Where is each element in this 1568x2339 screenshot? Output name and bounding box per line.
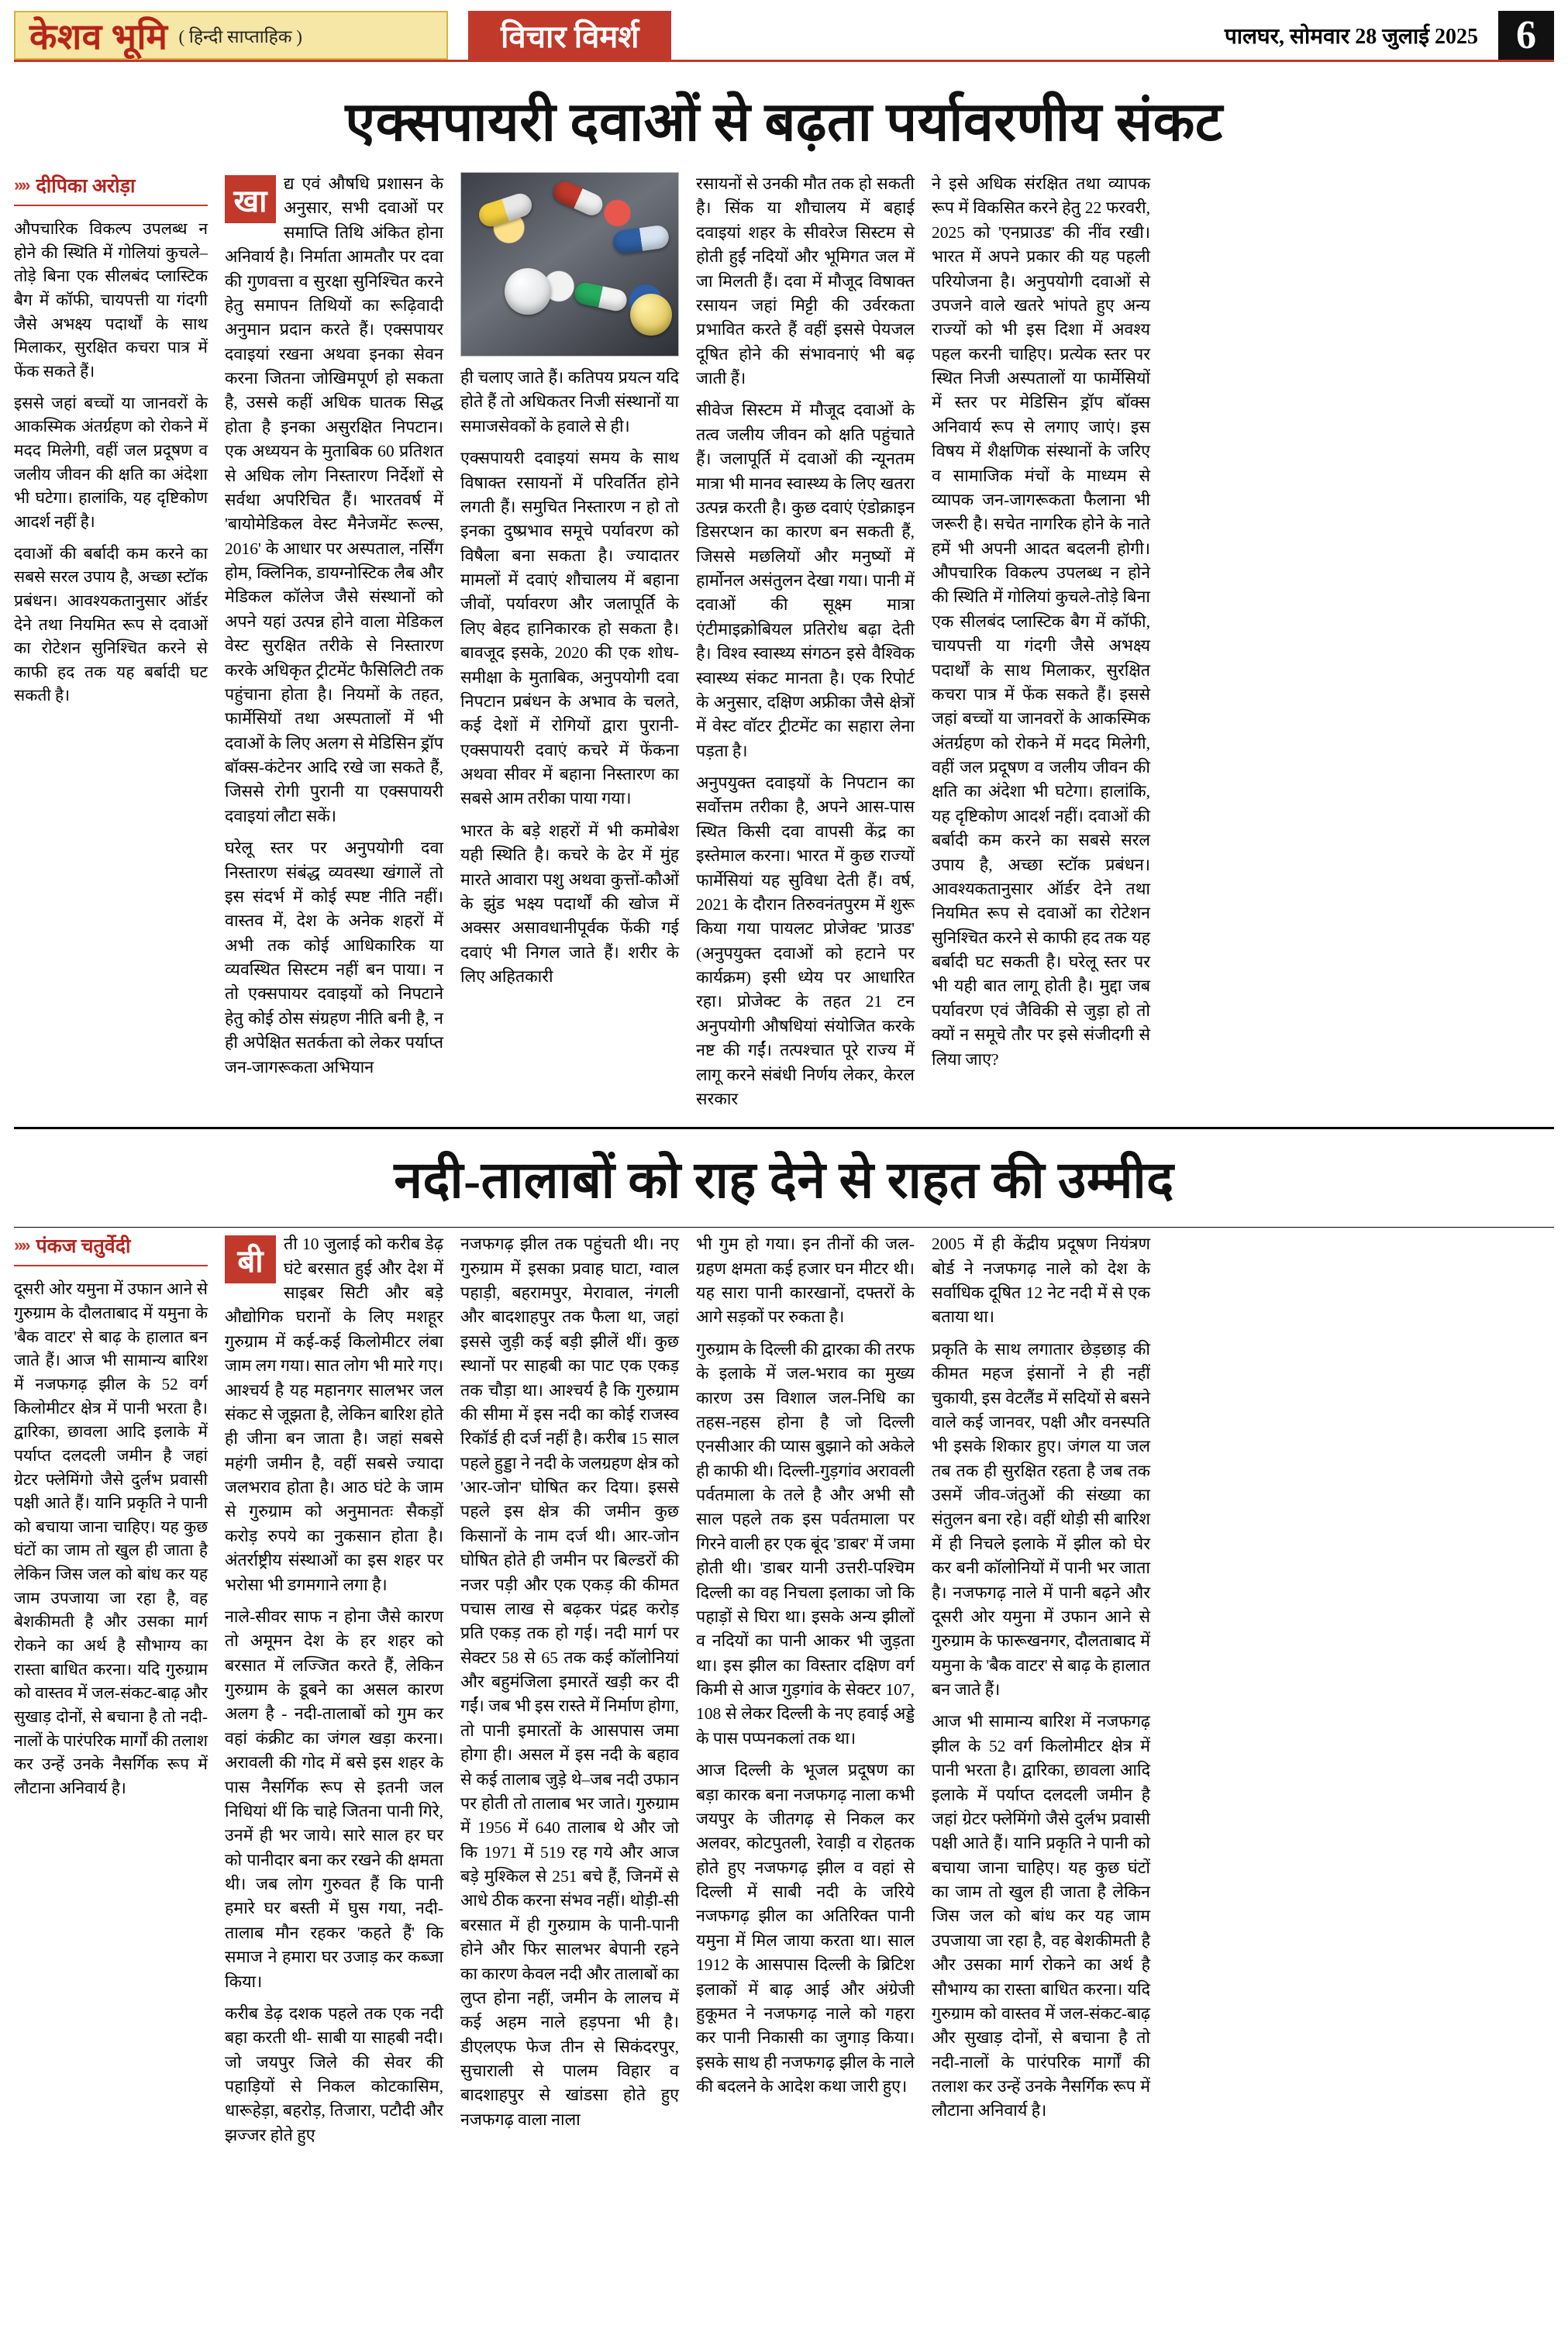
dateline: पालघर, सोमवार 28 जुलाई 2025: [1224, 24, 1478, 49]
paragraph: ती 10 जुलाई को करीब डेढ़ घंटे बरसात हुई और देश में साइबर सिटी और बड़े औद्योगिक घरानों के लिए मशहूर गुरुग्राम में कई-कई किलोमीटर लंबा जाम लग गया। सात लोग भी मारे गए। आश्चर्य है यह महानगर सालभर जल संकट से जूझता है, लेकिन बारिश होते ही जीना बन जाता है। जहां सबसे महंगी जमीन है, वहीं सबसे ज्यादा जलभराव होता है। आठ घंटे के जाम से गुरुग्राम को अनुमानतः सैकड़ों करोड़ रुपये का नुकसान होता है। अंतर्राष्ट्रीय संस्थाओं का इस शहर पर भरोसा भी डगमगाने लगा है।: [225, 1235, 443, 1594]
paragraph: दवाओं की बर्बादी कम करने का सबसे सरल उपाय है, अच्छा स्टॉक प्रबंधन। आवश्यकतानुसार ऑर्डर देने तथा नियमित रूप से दवाओं का रोटेशन सुनिश्चित करने से काफी हद तक यह बर्बादी घट सकती है।: [14, 543, 208, 705]
byline-article-2: [14, 1232, 208, 1266]
newspaper-subtitle: ( हिन्दी साप्ताहिक ): [178, 26, 302, 47]
pill-round: [505, 268, 551, 315]
dropcap: बी: [225, 1235, 276, 1283]
article-1-headline: एक्सपायरी दवाओं से बढ़ता पर्यावरणीय संकट: [345, 93, 1223, 153]
dateline-area: [671, 11, 1498, 60]
paragraph: औपचारिक विकल्प उपलब्ध न होने की स्थिति में गोलियां कुचले–तोड़े बिना एक सीलबंद प्लास्टिक बैग में कॉफी, चायपत्ती या गंदगी जैसे अभक्ष्य पदार्थों के साथ मिलाकर, सुरक्षित कचरा पात्र में फेंक सकते हैं।: [14, 219, 208, 381]
article-2-headline: नदी-तालाबों को राह देने से राहत की उम्मीद: [394, 1152, 1174, 1210]
paragraph: 2005 में ही केंद्रीय प्रदूषण नियंत्रण बोर्ड ने नजफगढ़ नाले को देश के सर्वाधिक दूषित 12 नेट नदी में से एक बताया था।: [932, 1235, 1150, 1327]
pill-capsule: [612, 224, 670, 255]
paragraph: भारत के बड़े शहरों में भी कमोबेश यही स्थिति है। कचरे के ढेर में मुंह मारते आवारा पशु अथवा कुत्तों-कौओं के झुंड भक्ष्य पदार्थों की खोज में अक्सर असावधानीपूर्वक फेंकी गई दवाएं भी निगल जाते हैं। शरीर के लिए अहितकारी: [460, 821, 679, 986]
article-1-body: [14, 172, 1554, 1119]
pill-capsule: [550, 178, 606, 219]
pill-round: [630, 294, 672, 336]
paragraph: घरेलू स्तर पर अनुपयोगी दवा निस्तारण संबंद्ध व्यवस्था खंगालें तो इस संदर्भ में कोई स्पष्ट नीति नहीं। वास्तव में, देश के अनेक शहरों में अभी तक कोई आधिकारिक या व्यवस्थित सिस्टम नहीं बन पाया। न तो एक्सपायर दवाइयों को निपटाने हेतु कोई ठोस संग्रहण नीति बनी है, न ही अपेक्षित सतर्कता को लेकर पर्याप्त जन-जागरूकता अभियान: [225, 839, 443, 1076]
author-name: दीपिका अरोड़ा: [36, 176, 136, 197]
article-2-col-3: [696, 1232, 915, 2155]
newspaper-logo: केशव भूमि: [29, 16, 168, 57]
article-2-body: [14, 1232, 1554, 2155]
paragraph: अनुपयुक्त दवाइयों के निपटान का सर्वोत्तम तरीका है, अपने आस-पास स्थित किसी दवा वापसी केंद्र का इस्तेमाल करना। भारत में कुछ राज्यों फार्मेसियां यह सुविधा देती हैं। वर्ष, 2021 के दौरान तिरुवनंतपुरम में शुरू किया गया पायलट प्रोजेक्ट 'प्राउड' (अनुपयुक्त दवाओं को हटाने पर कार्यक्रम) इसी ध्येय पर आधारित रहा। प्रोजेक्ट के तहत 21 टन अनुपयोगी औषधियां संयोजित करके नष्ट की गईं। तत्पश्चात पूरे राज्य में लागू करने संबंधी निर्णय लेकर, केरल सरकार: [696, 773, 915, 1108]
paragraph: आज भी सामान्य बारिश में नजफगढ़ झील के 52 वर्ग किलोमीटर क्षेत्र में पानी भरता है। द्वारिका, छावला आदि इलाके में पर्याप्त दलदली जमीन है जहां ग्रेटर फ्लेमिंगो जैसे दुर्लभ प्रवासी पक्षी आते हैं। यानि प्रकृति ने पानी को बचाया जाना चाहिए। यह कुछ घंटों का जाम तो खुल ही जाता है लेकिन जिस जल को बांध कर यह जाम उपजाया जा रहा है, वह बेशकीमती है और उसका मार्ग रोकने का अर्थ है सौभाग्य का रास्ता बाधित करना। यदि गुरुग्राम को वास्तव में जल-संकट-बाढ़ और सुखाड़ दोनों, से बचाना है तो नदी-नालों के पारंपरिक मार्गों की तलाश कर उन्हें उनके नैसर्गिक रूप में लौटाना अनिवार्य है।: [932, 1712, 1150, 2120]
masthead-brand: [14, 11, 448, 60]
section-divider: [14, 1127, 1554, 1129]
article-1-sidebar: [14, 172, 208, 1119]
paragraph: द्य एवं औषधि प्रशासन के अनुसार, सभी दवाओं पर समाप्ति तिथि अंकित होना अनिवार्य है। निर्माता आमतौर पर दवा की गुणवत्ता व सुरक्षा सुनिश्चित करने हेतु समापन तिथियों का रूढ़िवादी अनुमान प्रदान करते हैं। एक्सपायर दवाइयां रखना अथवा इनका सेवन करना जितना जोखिमपूर्ण हो सकता है, उससे कहीं अधिक घातक सिद्ध होता है इनका असुरक्षित निपटान। एक अध्ययन के मुताबिक 60 प्रतिशत से अधिक लोग निस्तारण निर्देशों से सर्वथा अपरिचित हैं। भारतवर्ष में 'बायोमेडिकल वेस्ट मैनेजमेंट रूल्स, 2016' के आधार पर अस्पताल, नर्सिंग होम, क्लिनिक, डायग्नोस्टिक लैब और मेडिकल कॉलेज जैसे संस्थानों को अपने यहां उत्पन्न होने वाला मेडिकल वेस्ट सुरक्षित तरीके से निस्तारण करके अधिकृत ट्रीटमेंट फैसिलिटी तक पहुंचाना होता है। नियमों के तहत, फार्मेसियों तथा अस्पतालों में भी दवाओं के लिए अलग से मेडिसिन ड्रॉप बॉक्स-कंटेनर आदि रखे जा सकते हैं, जिससे रोगी पुरानी या एक्सपायरी दवाइयां लौटा सकें।: [225, 174, 443, 825]
paragraph: सीवेज सिस्टम में मौजूद दवाओं के तत्व जलीय जीवन को क्षति पहुंचाते हैं। जलापूर्ति में दवाओं की न्यूनतम मात्रा भी मानव स्वास्थ्य के लिए खतरा उत्पन्न करती है। कुछ दवाएं एंडोक्राइन डिसरप्शन का कारण बन सकती हैं, जिससे मछलियों और मनुष्यों में हार्मोनल असंतुलन देखा गया। पानी में दवाओं की सूक्ष्म मात्रा एंटीमाइक्रोबियल प्रतिरोध बढ़ा देती है। विश्व स्वास्थ्य संगठन इसे वैश्विक स्वास्थ्य संकट मानता है। एक रिपोर्ट के अनुसार, दक्षिण अफ्रीका जैसे क्षेत्रों में वेस्ट वॉटर ट्रीटमेंट का सहारा लेना पड़ता है।: [696, 401, 915, 760]
chevron-right-icon: »»: [14, 1235, 29, 1256]
article-2-col-1: [225, 1232, 443, 2155]
byline-article-1: [14, 172, 208, 206]
article-1-col-3: [696, 172, 915, 1119]
article-1-col-2: [460, 172, 679, 1119]
masthead: [14, 11, 1554, 62]
paragraph: आज दिल्ली के भूजल प्रदूषण का बड़ा कारक बना नजफगढ़ नाला कभी जयपुर के जीतगढ़ से निकल कर अलवर, कोटपुतली, रेवाड़ी व रोहतक होते हुए नजफगढ़ झील व वहां से दिल्ली में साबी नदी के जरिये नजफगढ़ झील का अतिरिक्त पानी यमुना में मिल जाया करता था। साल 1912 के आसपास दिल्ली के ब्रिटिश इलाकों में बाढ़ आई और अंग्रेजी हुकूमत ने नजफगढ़ नाले को गहरा कर पानी निकासी का जुगाड़ किया। इसके साथ ही नजफगढ़ झील के नाले की बदलने के आदेश कथा जारी हुए।: [696, 1761, 915, 2096]
article-1-col-1: [225, 172, 443, 1119]
pill-capsule: [476, 191, 535, 229]
paragraph: गुरुग्राम के दिल्ली की द्वारका की तरफ के इलाके में जल-भराव का मुख्य कारण उस विशाल जल-निधि का तहस-नहस होना है जो दिल्ली एनसीआर की प्यास बुझाने को अकेले ही काफी थी। दिल्ली-गुड़गांव अरावली पर्वतमाला के तले है और अभी सौ साल पहले तक इस पर्वतमाला पर गिरने वाली हर एक बूंद 'डाबर' में जमा होती थी। 'डाबर यानी उत्तरी-पश्चिम दिल्ली का वह निचला इलाका जो कि पहाड़ों से घिरा था। इसके अन्य झीलों व नदियों का पानी आकर भी जुड़ता था। इस झील का विस्तार दक्षिण वर्ग किमी से आज गुड़गांव के सेक्टर 107, 108 से लेकर दिल्ली के नए हवाई अड्डे के पास पप्पनकलां तक था।: [696, 1339, 915, 1748]
paragraph: एक्सपायरी दवाइयां समय के साथ विषाक्त रसायनों में परिवर्तित होने लगती हैं। समुचित निस्तारण न हो तो इनका दुष्प्रभाव समूचे पर्यावरण को विषैला बना सकता है। ज्यादातर मामलों में दवाएं शौचालय में बहाना जीवों, पर्यावरण और जलापूर्ति के लिए बेहद हानिकारक हो सकता है। बावजूद इसके, 2020 की एक शोध-समीक्षा के मुताबिक, अनुपयोगी दवा निपटान प्रबंधन के अभाव के चलते, कई देशों में रोगियों द्वारा पुरानी-एक्सपायरी दवाएं कचरे में फेंकना अथवा सीवर में बहाना निस्तारण का सबसे आम तरीका पाया गया।: [460, 449, 679, 808]
dropcap: खा: [225, 175, 276, 223]
author-name: पंकज चतुर्वेदी: [36, 1236, 131, 1258]
article-photo-pills: [460, 172, 679, 357]
paragraph: ने इसे अधिक संरक्षित तथा व्यापक रूप में विकसित करने हेतु 22 फरवरी, 2025 को 'एनप्राउड' की नींव रखी। भारत में अपने प्रकार की यह पहली परियोजना है। अनुपयोगी दवाओं से उपजने वाले खतरे भांपते हुए अन्य राज्यों को भी इस दिशा में अवश्य पहल करनी चाहिए। प्रत्येक स्तर पर स्थित निजी अस्पतालों या फार्मेसियों में स्तर पर मेडिसिन ड्रॉप बॉक्स अनिवार्य रूप से लगाए जाएं। इस विषय में शैक्षणिक संस्थानों के जरिए व सामाजिक मंचों के माध्यम से व्यापक जन-जागरूकता फैलाना भी जरूरी है। सचेत नागरिक होने के नाते हमें भी अपनी आदत बदलनी होगी। औपचारिक विकल्प उपलब्ध न होने की स्थिति में गोलियां कुचले-तोड़े बिना एक सीलबंद प्लास्टिक बैग में कॉफी, चायपत्ती या गंदगी जैसे अभक्ष्य पदार्थों के साथ मिलाकर, सुरक्षित कचरा पात्र में फेंक सकते हैं। इससे जहां बच्चों या जानवरों के आकस्मिक अंतर्ग्रहण को रोकने में मदद मिलेगी, वहीं जल प्रदूषण व जलीय जीवन की क्षति का अंदेशा भी घटेगा। हालांकि, यह दृष्टिकोण आदर्श नहीं। दवाओं की बर्बादी कम करने का सबसे सरल उपाय है, अच्छा स्टॉक प्रबंधन। आवश्यकतानुसार ऑर्डर देने तथा नियमित रूप से दवाओं का रोटेशन सुनिश्चित करने से काफी हद तक यह बर्बादी घट सकती है। घरेलू स्तर पर भी यही बात लागू होती है। मुद्दा जब पर्यावरण एवं जैविकी से जुड़ा हो तो क्यों न समूचे तौर पर इसे संजीदगी से लिया जाए?: [932, 174, 1150, 1069]
paragraph: करीब डेढ़ दशक पहले तक एक नदी बहा करती थी- साबी या साहबी नदी। जो जयपुर जिले की सेवर की पहाड़ियों से निकल कोटकासिम, धारूहेड़ा, बहरोड़, तिजारा, पटौदी और झज्जर होते हुए: [225, 2003, 443, 2144]
section-label: विचार विमर्श: [501, 19, 639, 54]
article-1-col-4: [932, 172, 1150, 1119]
page-number: 6: [1498, 11, 1554, 60]
article-2-col-4: [932, 1232, 1150, 2155]
article-2-col-2: [460, 1232, 679, 2155]
headline-underline: [14, 1227, 1554, 1228]
paragraph: इससे जहां बच्चों या जानवरों के आकस्मिक अंतर्ग्रहण को रोकने में मदद मिलेगी, वहीं जल प्रदूषण व जलीय जीवन की क्षति का अंदेशा भी घटेगा। हालांकि, यह दृष्टिकोण आदर्श नहीं है।: [14, 393, 208, 531]
paragraph: नाले-सीवर साफ न होना जैसे कारण तो अमूमन देश के हर शहर को बरसात में लज्जित करते हैं, लेकिन गुरुग्राम के डूबने का असल कारण अलग है - नदी-तालाबों को गुम कर वहां कंक्रीट का जंगल खड़ा करना। अरावली की गोद में बसे इस शहर के पास नैसर्गिक रूप से इतनी जल निधियां थीं कि चाहे जितना पानी गिरे, उनमें ही भर जाये। सारे साल हर घर को पानीदार बना कर रखने की क्षमता थी। जब लोग गुरुवत हैं कि पानी हमारे घर बस्ती में घुस गया, नदी-तालाब मौन रहकर 'कहते हैं' कि समाज ने हमारा घर उजाड़ कर कब्जा किया।: [225, 1607, 443, 1991]
paragraph: ही चलाए जाते हैं। कतिपय प्रयत्न यदि होते हैं तो अधिकतर निजी संस्थानों या समाजसेवकों के हवाले से ही।: [460, 368, 679, 436]
pill-capsule: [572, 281, 628, 314]
section-banner: [468, 11, 671, 60]
article-2-sidebar: [14, 1232, 208, 2155]
paragraph: भी गुम हो गया। इन तीनों की जल-ग्रहण क्षमता कई हजार घन मीटर थी। यह सारा पानी कारखानों, दफ्तरों के आगे सड़कों पर रुकता है।: [696, 1235, 915, 1327]
paragraph: दूसरी ओर यमुना में उफान आने से गुरुग्राम के दौलताबाद में यमुना के 'बैक वाटर' से बाढ़ के हालात बन जाते हैं। आज भी सामान्य बारिश में नजफगढ़ झील के 52 वर्ग किलोमीटर क्षेत्र में पानी भरता है। द्वारिका, छावला आदि इलाके में पर्याप्त दलदली जमीन है जहां ग्रेटर फ्लेमिंगो जैसे दुर्लभ प्रवासी पक्षी आते हैं। यानि प्रकृति ने पानी को बचाया जाना चाहिए। यह कुछ घंटों का जाम तो खुल ही जाता है लेकिन जिस जल को बांध कर यह जाम उपजाया जा रहा है, वह बेशकीमती है और उसका मार्ग रोकने का अर्थ है सौभाग्य का रास्ता बाधित करना। यदि गुरुग्राम को वास्तव में जल-संकट-बाढ़ और सुखाड़ दोनों, से बचाना है तो नदी-नालों के पारंपरिक मार्गों की तलाश कर उन्हें उनके नैसर्गिक रूप में लौटाना अनिवार्य है।: [14, 1280, 208, 1798]
paragraph: प्रकृति के साथ लगातार छेड़छाड़ की कीमत महज इंसानों ने ही नहीं चुकायी, इस वेटलैंड में सदियों से बसने वाले कई जानवर, पक्षी और वनस्पति भी इसके शिकार हुए। जंगल या जल तब तक ही सुरक्षित रहता है जब तक उसमें जीव-जंतुओं की संख्या का संतुलन बना रहे। वहीं थोड़ी सी बारिश में ही निचले इलाके में झील को घेर कर बनी कॉलोनियों में पानी भर जाता है। नजफगढ़ नाले में पानी बढ़ने और दूसरी ओर यमुना में उफान आने से गुरुग्राम के फारूखनगर, दौलताबाद में यमुना के 'बैक वाटर' से बाढ़ के हालात बन जाते हैं।: [932, 1339, 1150, 1699]
paragraph: रसायनों से उनकी मौत तक हो सकती है। सिंक या शौचालय में बहाई दवाइयां शहर के सीवरेज सिस्टम से होती हुईं नदियों और भूमिगत जल में जा मिलती हैं। दवा में मौजूद विषाक्त रसायन जहां मिट्टी की उर्वरकता प्रभावित करते हैं वहीं इससे पेयजल दूषित होने की संभावनाएं भी बढ़ जाती हैं।: [696, 174, 915, 388]
chevron-right-icon: »»: [14, 175, 29, 195]
paragraph: नजफगढ़ झील तक पहुंचती थी। नए गुरुग्राम में इसका प्रवाह घाटा, ग्वाल पहाड़ी, बहरामपुर, मेरावाल, नंगली और बादशाहपुर तक फैला था, जहां इससे जुड़ी कई बड़ी झीलें थीं। कुछ स्थानों पर साहबी का पाट एक एकड़ तक चौड़ा था। आश्चर्य है कि गुरुग्राम की सीमा में इस नदी का कोई राजस्व रिकॉर्ड ही दर्ज नहीं है। करीब 15 साल पहले हुड्डा ने नदी के जलग्रहण क्षेत्र को 'आर-जोन' घोषित कर दिया। इससे पहले इस क्षेत्र की जमीन कुछ किसानों के नाम दर्ज थी। आर-जोन घोषित होते ही जमीन पर बिल्डरों की नजर पड़ी और एक एकड़ की कीमत पचास लाख से बढ़कर पंद्रह करोड़ प्रति एकड़ तक हो गई। नदी मार्ग पर सेक्टर 58 से 65 तक कई कॉलोनियां और बहुमंजिला इमारतें खड़ी कर दी गईं। जब भी इस रास्ते में निर्माण होगा, तो पानी इमारतों के आसपास जमा होगा ही। असल में इस नदी के बहाव से कई तालाब जुड़े थे–जब नदी उफान पर होती तो तालाब भर जाते। गुरुग्राम में 1956 में 640 तालाब थे और जो कि 1971 में 519 रह गये और आज बड़े मुश्किल से 251 बचे हैं, जिनमें से आधे ठीक करना संभव नहीं। थोड़ी-सी बरसात में ही गुरुग्राम के पानी-पानी होने और फिर सालभर बेपानी रहने का कारण केवल नदी और तालाबों का लुप्त होना नहीं, जमीन के लालच में कई अहम नाले हड़पना भी है। डीएलएफ फेज तीन से सिकंदरपुर, सुचाराली से पालम विहार व बादशाहपुर से खांडसा होते हुए नजफगढ़ वाला नाला: [460, 1235, 679, 2129]
